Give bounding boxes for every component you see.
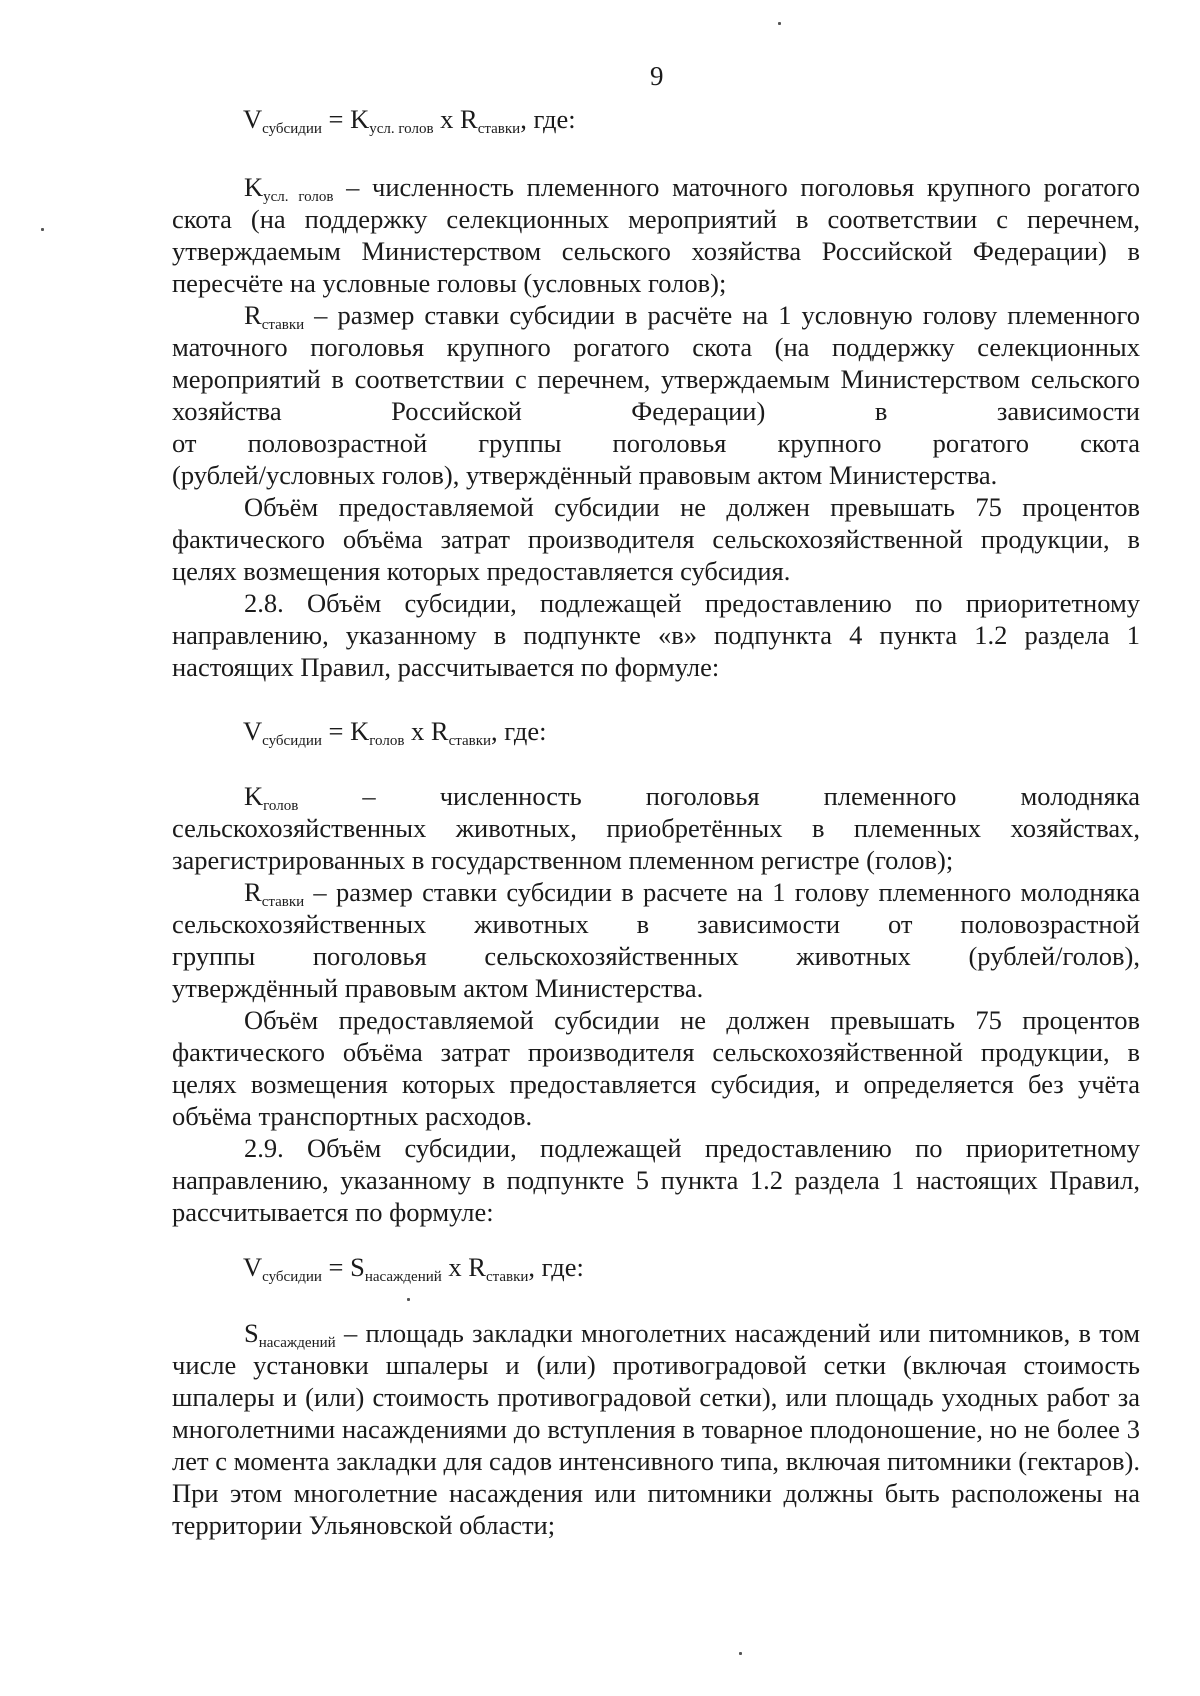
r-stavki-2-definition-line: группы поголовья сельскохозяйственных животных (рублей/голов), [172, 941, 1140, 971]
scan-speck [739, 1652, 742, 1655]
r-stavki-definition-line: от половозрастной группы поголовья крупного рогатого скота [172, 428, 1140, 458]
section-2-8-intro: 2.8. Объём субсидии, подлежащей предоставлению по приоритетному направлению, указанному в подпункте «в» подпункта 4 пункта 1.2 раздела 1 настоящих Правил, рассчитывается по формуле: [172, 588, 1140, 682]
section-2-8-definitions [172, 780, 1140, 1228]
volume-limit-1: Объём предоставляемой субсидии не должен превышать 75 процентов фактического объёма затрат производителя сельскохозяйственной продукции, в целях возмещения которых предоставляется субсидия. [172, 492, 1140, 586]
block-1-definitions [172, 171, 1140, 683]
r-stavki-2-definition-end: утверждённый правовым актом Министерства. [172, 973, 704, 1003]
formula-2: $V_{субсидии} = K_{голов}$ x $R_{ставки}$, где: [243, 716, 547, 749]
k-golov-definition-cont: сельскохозяйственных животных, приобретённых в племенных хозяйствах, зарегистрированных в государственном племенном регистре (голов); [172, 813, 1140, 875]
section-2-9-intro: 2.9. Объём субсидии, подлежащей предоставлению по приоритетному направлению, указанному в подпункте 5 пункта 1.2 раздела 1 настоящих Правил, рассчитывается по формуле: [172, 1133, 1140, 1227]
r-stavki-definition-end: (рублей/условных голов), утверждённый правовым актом Министерства. [172, 460, 998, 490]
r-stavki-2-definition: $R_{ставки}$ – размер ставки субсидии в расчете на 1 голову племенного молодняка сельскохозяйственных животных в зависимости от половозрастной [172, 877, 1140, 939]
section-2-9-definitions [172, 1317, 1140, 1541]
formula-1: $V_{субсидии} = K_{усл. голов}$ x $R_{ставки}$, где: [243, 104, 576, 137]
r-stavki-definition: $R_{ставки}$ – размер ставки субсидии в расчёте на 1 условную голову племенного маточного поголовья крупного рогатого скота (на поддержку селекционных мероприятий в соответствии с перечнем, утверждаемым Министерством сельского хозяйства Российской Федерации) в зависимости [172, 300, 1140, 426]
page-number: 9 [650, 61, 664, 91]
formula-3: $V_{субсидии} = S_{насаждений}$ x $R_{ставки}$, где: [243, 1252, 584, 1285]
k-usl-definition: $K_{усл. голов}$ – численность племенного маточного поголовья крупного рогатого скота (на поддержку селекционных мероприятий в соответствии с перечнем, утверждаемым Министерством сельского хозяйства Российской Федерации) в пересчёте на условные головы (условных голов); [172, 172, 1140, 298]
s-nasazhdeniy-definition: $S_{насаждений}$ – площадь закладки многолетних насаждений или питомников, в том числе установки шпалеры и (или) противоградовой сетки (включая стоимость шпалеры и (или) стоимость противоградовой сетки), или площадь уходных работ за многолетними насаждениями до вступления в товарное плодоношение, но не более 3 лет с момента закладки для садов интенсивного типа, включая питомники (гектаров). При этом многолетние насаждения или питомники должны быть расположены на территории Ульяновской области; [172, 1318, 1140, 1540]
scan-speck [41, 228, 44, 231]
scan-speck [407, 1298, 410, 1301]
volume-limit-2: Объём предоставляемой субсидии не должен превышать 75 процентов фактического объёма затрат производителя сельскохозяйственной продукции, в целях возмещения которых предоставляется субсидия, и определяется без учёта объёма транспортных расходов. [172, 1005, 1140, 1131]
scan-speck [778, 22, 781, 25]
k-golov-definition: $K_{голов}$ – численность поголовья племенного молодняка [244, 781, 1140, 814]
